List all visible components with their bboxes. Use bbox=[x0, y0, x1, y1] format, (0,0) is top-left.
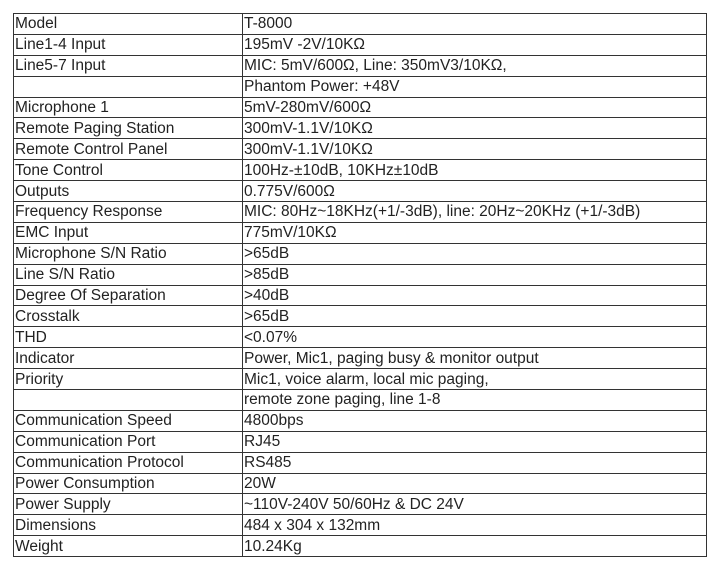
spec-value: MIC: 5mV/600Ω, Line: 350mV3/10KΩ, bbox=[243, 55, 707, 76]
spec-value: ~110V-240V 50/60Hz & DC 24V bbox=[243, 494, 707, 515]
spec-label: Remote Control Panel bbox=[14, 139, 243, 160]
spec-value: 4800bps bbox=[243, 410, 707, 431]
spec-value: Power, Mic1, paging busy & monitor output bbox=[243, 348, 707, 369]
spec-label: Communication Port bbox=[14, 431, 243, 452]
table-row bbox=[14, 76, 707, 97]
spec-label bbox=[14, 76, 243, 97]
spec-label: Indicator bbox=[14, 348, 243, 369]
spec-label: THD bbox=[14, 327, 243, 348]
spec-value: 10.24Kg bbox=[243, 536, 707, 557]
table-row bbox=[14, 139, 707, 160]
spec-value: 484 x 304 x 132mm bbox=[243, 515, 707, 536]
spec-label: Remote Paging Station bbox=[14, 118, 243, 139]
spec-label: Model bbox=[14, 14, 243, 35]
table-row bbox=[14, 306, 707, 327]
spec-value: <0.07% bbox=[243, 327, 707, 348]
specification-table bbox=[13, 13, 707, 557]
spec-value: 5mV-280mV/600Ω bbox=[243, 97, 707, 118]
spec-value: remote zone paging, line 1-8 bbox=[243, 390, 707, 411]
spec-value: >65dB bbox=[243, 306, 707, 327]
spec-label: Power Consumption bbox=[14, 473, 243, 494]
table-row bbox=[14, 348, 707, 369]
spec-label: Degree Of Separation bbox=[14, 285, 243, 306]
spec-label: Line S/N Ratio bbox=[14, 264, 243, 285]
table-row bbox=[14, 222, 707, 243]
table-row bbox=[14, 452, 707, 473]
table-row bbox=[14, 431, 707, 452]
spec-value: MIC: 80Hz~18KHz(+1/-3dB), line: 20Hz~20KHz (+1/-3dB) bbox=[243, 202, 707, 223]
spec-value: >85dB bbox=[243, 264, 707, 285]
spec-value: 195mV -2V/10KΩ bbox=[243, 34, 707, 55]
spec-value: Mic1, voice alarm, local mic paging, bbox=[243, 369, 707, 390]
spec-label: Line1-4 Input bbox=[14, 34, 243, 55]
spec-label: Frequency Response bbox=[14, 202, 243, 223]
spec-value: RS485 bbox=[243, 452, 707, 473]
specification-table-body bbox=[14, 14, 707, 557]
spec-label: Power Supply bbox=[14, 494, 243, 515]
spec-value: >65dB bbox=[243, 243, 707, 264]
spec-label: Communication Protocol bbox=[14, 452, 243, 473]
spec-value: >40dB bbox=[243, 285, 707, 306]
spec-value: 100Hz-±10dB, 10KHz±10dB bbox=[243, 160, 707, 181]
table-row bbox=[14, 264, 707, 285]
spec-value: RJ45 bbox=[243, 431, 707, 452]
table-row bbox=[14, 34, 707, 55]
spec-label: Dimensions bbox=[14, 515, 243, 536]
table-row bbox=[14, 14, 707, 35]
spec-label: Line5-7 Input bbox=[14, 55, 243, 76]
spec-label: Tone Control bbox=[14, 160, 243, 181]
table-row bbox=[14, 202, 707, 223]
spec-value: 300mV-1.1V/10KΩ bbox=[243, 139, 707, 160]
table-row bbox=[14, 55, 707, 76]
table-row bbox=[14, 494, 707, 515]
table-row bbox=[14, 327, 707, 348]
spec-label: Crosstalk bbox=[14, 306, 243, 327]
table-row bbox=[14, 243, 707, 264]
table-row bbox=[14, 181, 707, 202]
table-row bbox=[14, 285, 707, 306]
spec-value: T-8000 bbox=[243, 14, 707, 35]
spec-value: 0.775V/600Ω bbox=[243, 181, 707, 202]
spec-value: Phantom Power: +48V bbox=[243, 76, 707, 97]
table-row bbox=[14, 390, 707, 411]
table-row bbox=[14, 97, 707, 118]
spec-label bbox=[14, 390, 243, 411]
spec-label: Outputs bbox=[14, 181, 243, 202]
spec-label: Communication Speed bbox=[14, 410, 243, 431]
table-row bbox=[14, 369, 707, 390]
spec-value: 775mV/10KΩ bbox=[243, 222, 707, 243]
spec-value: 300mV-1.1V/10KΩ bbox=[243, 118, 707, 139]
table-row bbox=[14, 118, 707, 139]
spec-value: 20W bbox=[243, 473, 707, 494]
spec-label: Microphone S/N Ratio bbox=[14, 243, 243, 264]
table-row bbox=[14, 473, 707, 494]
spec-label: EMC Input bbox=[14, 222, 243, 243]
table-row bbox=[14, 410, 707, 431]
spec-label: Weight bbox=[14, 536, 243, 557]
spec-label: Microphone 1 bbox=[14, 97, 243, 118]
spec-label: Priority bbox=[14, 369, 243, 390]
table-row bbox=[14, 160, 707, 181]
table-row bbox=[14, 515, 707, 536]
table-row bbox=[14, 536, 707, 557]
